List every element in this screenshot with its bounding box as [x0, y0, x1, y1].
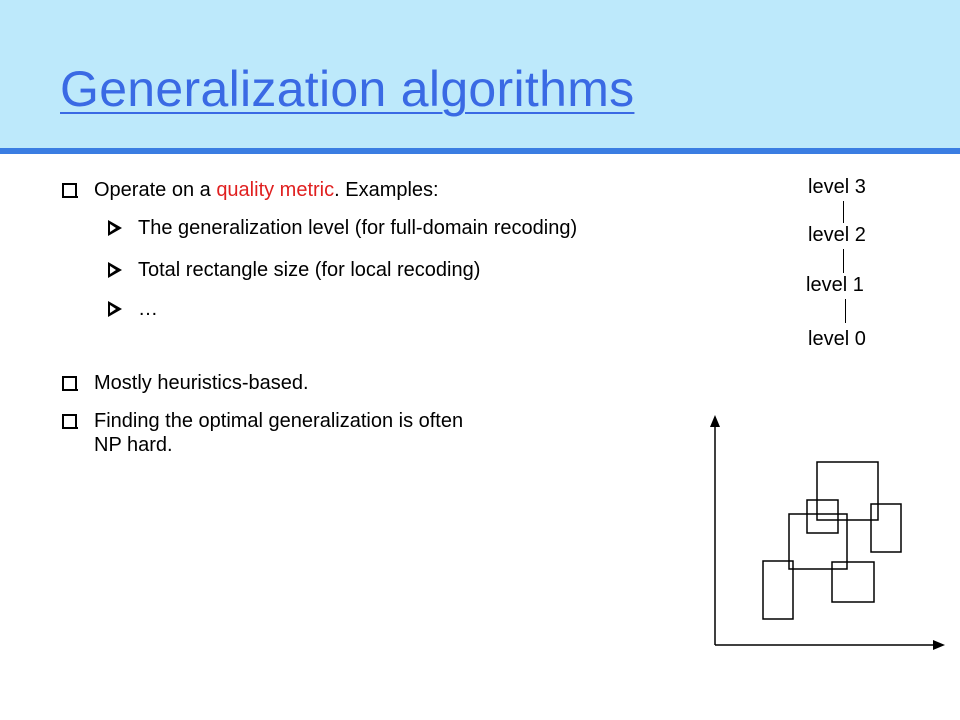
region-rectangle: [871, 504, 901, 552]
bullet-text-suffix: . Examples:: [334, 179, 439, 201]
hierarchy-level-3: level 3: [808, 176, 866, 198]
hierarchy-level-1: level 1: [806, 274, 864, 296]
arrow-bullet-icon: [108, 301, 122, 317]
hierarchy-connector: [845, 299, 846, 323]
bullet-highlight-text: quality metric: [216, 179, 335, 201]
bullet-text-line2: NP hard.: [94, 434, 173, 456]
arrow-bullet-icon: [108, 262, 122, 278]
rectangle-recoding-diagram: [700, 405, 950, 655]
region-rectangle: [832, 562, 874, 602]
bullet-text: Finding the optimal generalization is often: [94, 410, 464, 432]
bullet-text: Mostly heuristics-based.: [94, 372, 309, 394]
sub-bullet-text: …: [138, 298, 158, 320]
region-rectangle: [807, 500, 838, 533]
bullet-text-prefix: Operate on a: [94, 179, 217, 201]
square-bullet-icon: [62, 414, 77, 429]
hierarchy-connector: [843, 249, 844, 273]
hierarchy-level-2: level 2: [808, 224, 866, 246]
hierarchy-level-0: level 0: [808, 328, 866, 350]
sub-bullet-ellipsis: [138, 297, 158, 321]
title-divider: [0, 148, 960, 154]
bullet-heuristics: [94, 371, 309, 395]
slide-title: Generalization algorithms: [60, 61, 635, 117]
y-axis-arrow-icon: [710, 415, 720, 427]
x-axis-arrow-icon: [933, 640, 945, 650]
sub-bullet-text: The generalization level (for full-domain recoding): [138, 217, 578, 239]
bullet-quality-metric: [94, 178, 439, 202]
arrow-bullet-icon: [108, 220, 122, 236]
sub-bullet-rectangle-size: [138, 258, 480, 282]
square-bullet-icon: [62, 183, 77, 198]
bullet-np-hard: [94, 409, 463, 457]
region-rectangle: [817, 462, 878, 520]
sub-bullet-generalization-level: [138, 216, 577, 240]
square-bullet-icon: [62, 376, 77, 391]
hierarchy-connector: [843, 201, 844, 223]
sub-bullet-text: Total rectangle size (for local recoding): [138, 259, 481, 281]
